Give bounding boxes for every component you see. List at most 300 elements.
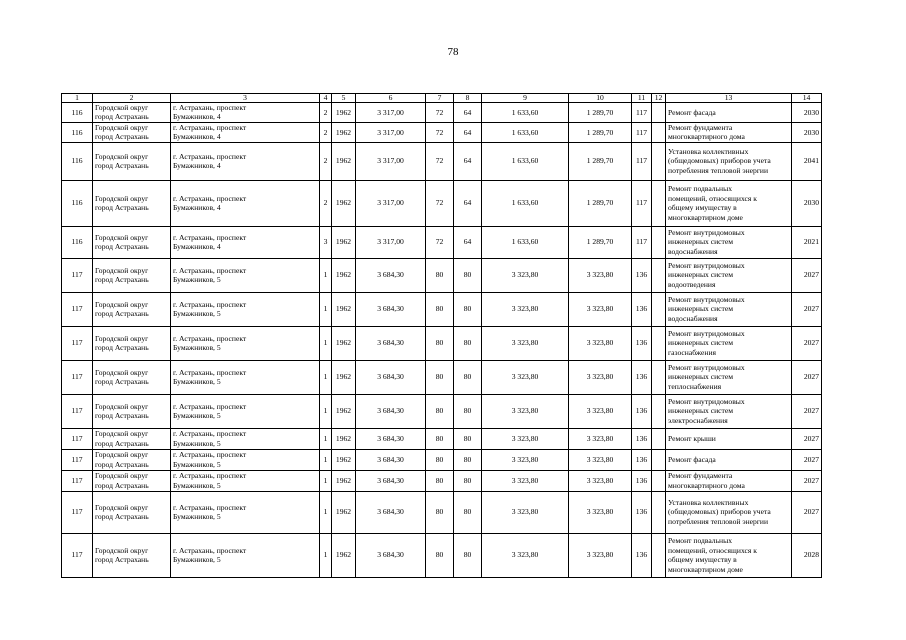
address-cell-line: Бумажников, 5 bbox=[173, 309, 221, 319]
municipality-cell-line: город Астрахань bbox=[95, 512, 149, 522]
repair-work-cell-line: инженерных систем bbox=[668, 406, 734, 416]
municipality-cell-line: Городской округ bbox=[95, 471, 149, 481]
address-cell-line: Бумажников, 4 bbox=[173, 112, 221, 122]
column-11-cell: 136 bbox=[632, 394, 652, 428]
address-cell bbox=[171, 428, 320, 449]
row-number: 117 bbox=[62, 360, 93, 394]
repair-work-cell bbox=[666, 258, 792, 292]
column-11-cell: 136 bbox=[632, 470, 652, 491]
municipality-cell-line: Городской округ bbox=[95, 232, 149, 242]
address-cell-line: г. Астрахань, проспект bbox=[173, 122, 247, 132]
page-number: 78 bbox=[447, 46, 459, 58]
year-built-cell: 1962 bbox=[332, 394, 356, 428]
municipality-cell bbox=[93, 180, 171, 226]
repair-work-cell-line: (общедомовых) приборов учета bbox=[668, 156, 771, 166]
capital-repair-table bbox=[61, 93, 822, 578]
column-number-6: 6 bbox=[356, 94, 426, 103]
address-cell-line: Бумажников, 5 bbox=[173, 512, 221, 522]
column-9-cell: 3 323,80 bbox=[482, 394, 569, 428]
address-cell-line: г. Астрахань, проспект bbox=[173, 401, 247, 411]
repair-work-cell bbox=[666, 103, 792, 123]
column-11-cell: 136 bbox=[632, 258, 652, 292]
column-11-cell: 136 bbox=[632, 449, 652, 470]
planned-year-cell: 2027 bbox=[792, 449, 822, 470]
address-cell bbox=[171, 360, 320, 394]
column-7-cell: 72 bbox=[426, 103, 454, 123]
floors-cell: 1 bbox=[320, 449, 332, 470]
column-12-cell bbox=[652, 326, 666, 360]
column-10-cell: 3 323,80 bbox=[569, 292, 632, 326]
repair-work-cell-line: инженерных систем bbox=[668, 237, 734, 247]
column-9-cell: 1 633,60 bbox=[482, 226, 569, 258]
table-row bbox=[62, 394, 822, 428]
column-8-cell: 80 bbox=[454, 326, 482, 360]
repair-work-cell-line: инженерных систем bbox=[668, 304, 734, 314]
column-7-cell: 72 bbox=[426, 180, 454, 226]
address-cell-line: Бумажников, 4 bbox=[173, 132, 221, 142]
repair-work-cell-line: (общедомовых) приборов учета bbox=[668, 507, 771, 517]
column-11-cell: 136 bbox=[632, 533, 652, 577]
column-number-3: 3 bbox=[171, 94, 320, 103]
total-area-cell: 3 317,00 bbox=[356, 122, 426, 142]
column-8-cell: 80 bbox=[454, 449, 482, 470]
floors-cell: 3 bbox=[320, 226, 332, 258]
address-cell-line: г. Астрахань, проспект bbox=[173, 429, 247, 439]
municipality-cell-line: город Астрахань bbox=[95, 343, 149, 353]
column-8-cell: 80 bbox=[454, 491, 482, 533]
address-cell bbox=[171, 491, 320, 533]
repair-work-cell-line: потребления тепловой энергии bbox=[668, 165, 769, 175]
column-9-cell: 1 633,60 bbox=[482, 122, 569, 142]
address-cell-line: Бумажников, 5 bbox=[173, 438, 221, 448]
municipality-cell bbox=[93, 122, 171, 142]
municipality-cell bbox=[93, 292, 171, 326]
column-12-cell bbox=[652, 226, 666, 258]
address-cell-line: г. Астрахань, проспект bbox=[173, 103, 247, 112]
floors-cell: 1 bbox=[320, 360, 332, 394]
repair-work-cell-line: инженерных систем bbox=[668, 270, 734, 280]
repair-work-cell-line: Ремонт подвальных bbox=[668, 536, 733, 546]
row-number: 116 bbox=[62, 226, 93, 258]
municipality-cell-line: город Астрахань bbox=[95, 161, 149, 171]
total-area-cell: 3 684,30 bbox=[356, 292, 426, 326]
column-12-cell bbox=[652, 360, 666, 394]
row-number: 117 bbox=[62, 449, 93, 470]
column-10-cell: 3 323,80 bbox=[569, 470, 632, 491]
municipality-cell-line: город Астрахань bbox=[95, 309, 149, 319]
repair-work-cell bbox=[666, 292, 792, 326]
table-row bbox=[62, 142, 822, 180]
planned-year-cell: 2028 bbox=[792, 533, 822, 577]
column-10-cell: 3 323,80 bbox=[569, 394, 632, 428]
repair-work-cell-line: Ремонт крыши bbox=[668, 433, 716, 443]
column-8-cell: 64 bbox=[454, 122, 482, 142]
repair-work-cell-line: многоквартирного дома bbox=[668, 132, 745, 142]
address-cell bbox=[171, 258, 320, 292]
municipality-cell bbox=[93, 533, 171, 577]
planned-year-cell: 2027 bbox=[792, 258, 822, 292]
repair-work-cell-line: Ремонт фасада bbox=[668, 454, 716, 464]
address-cell bbox=[171, 226, 320, 258]
repair-work-cell bbox=[666, 122, 792, 142]
column-12-cell bbox=[652, 180, 666, 226]
column-7-cell: 72 bbox=[426, 142, 454, 180]
column-10-cell: 3 323,80 bbox=[569, 428, 632, 449]
repair-work-cell-line: многоквартирном доме bbox=[668, 564, 743, 574]
column-12-cell bbox=[652, 449, 666, 470]
column-9-cell: 3 323,80 bbox=[482, 258, 569, 292]
address-cell-line: Бумажников, 5 bbox=[173, 377, 221, 387]
municipality-cell-line: Городской округ bbox=[95, 103, 149, 112]
column-8-cell: 80 bbox=[454, 470, 482, 491]
column-number-8: 8 bbox=[454, 94, 482, 103]
column-number-5: 5 bbox=[332, 94, 356, 103]
column-12-cell bbox=[652, 533, 666, 577]
address-cell-line: Бумажников, 5 bbox=[173, 459, 221, 469]
address-cell bbox=[171, 533, 320, 577]
column-9-cell: 3 323,80 bbox=[482, 491, 569, 533]
total-area-cell: 3 684,30 bbox=[356, 360, 426, 394]
total-area-cell: 3 684,30 bbox=[356, 491, 426, 533]
total-area-cell: 3 317,00 bbox=[356, 180, 426, 226]
column-12-cell bbox=[652, 292, 666, 326]
column-9-cell: 1 633,60 bbox=[482, 103, 569, 123]
address-cell bbox=[171, 449, 320, 470]
municipality-cell-line: Городской округ bbox=[95, 401, 149, 411]
repair-work-cell bbox=[666, 491, 792, 533]
column-number-12: 12 bbox=[652, 94, 666, 103]
table-row bbox=[62, 122, 822, 142]
address-cell-line: г. Астрахань, проспект bbox=[173, 265, 247, 275]
address-cell-line: Бумажников, 5 bbox=[173, 343, 221, 353]
total-area-cell: 3 317,00 bbox=[356, 103, 426, 123]
column-9-cell: 1 633,60 bbox=[482, 142, 569, 180]
repair-work-cell-line: Ремонт внутридомовых bbox=[668, 363, 745, 373]
address-cell-line: Бумажников, 4 bbox=[173, 161, 221, 171]
table-row bbox=[62, 326, 822, 360]
repair-work-cell-line: Ремонт внутридомовых bbox=[668, 261, 745, 271]
floors-cell: 1 bbox=[320, 326, 332, 360]
address-cell-line: г. Астрахань, проспект bbox=[173, 471, 247, 481]
year-built-cell: 1962 bbox=[332, 103, 356, 123]
column-8-cell: 64 bbox=[454, 142, 482, 180]
column-9-cell: 3 323,80 bbox=[482, 326, 569, 360]
row-number: 117 bbox=[62, 258, 93, 292]
planned-year-cell: 2030 bbox=[792, 180, 822, 226]
year-built-cell: 1962 bbox=[332, 470, 356, 491]
column-8-cell: 64 bbox=[454, 180, 482, 226]
year-built-cell: 1962 bbox=[332, 449, 356, 470]
municipality-cell-line: город Астрахань bbox=[95, 438, 149, 448]
column-9-cell: 3 323,80 bbox=[482, 449, 569, 470]
column-number-1: 1 bbox=[62, 94, 93, 103]
column-number-14: 14 bbox=[792, 94, 822, 103]
year-built-cell: 1962 bbox=[332, 491, 356, 533]
column-11-cell: 117 bbox=[632, 180, 652, 226]
repair-work-cell-line: водоснабжения bbox=[668, 246, 718, 256]
repair-work-cell-line: общему имуществу в bbox=[668, 555, 737, 565]
column-10-cell: 1 289,70 bbox=[569, 103, 632, 123]
row-number: 117 bbox=[62, 326, 93, 360]
municipality-cell bbox=[93, 449, 171, 470]
municipality-cell bbox=[93, 258, 171, 292]
repair-work-cell-line: Ремонт внутридомовых bbox=[668, 397, 745, 407]
column-9-cell: 3 323,80 bbox=[482, 428, 569, 449]
column-12-cell bbox=[652, 394, 666, 428]
address-cell-line: г. Астрахань, проспект bbox=[173, 232, 247, 242]
address-cell-line: Бумажников, 4 bbox=[173, 203, 221, 213]
municipality-cell bbox=[93, 360, 171, 394]
total-area-cell: 3 684,30 bbox=[356, 449, 426, 470]
address-cell-line: Бумажников, 5 bbox=[173, 555, 221, 565]
table-body bbox=[62, 94, 822, 578]
floors-cell: 2 bbox=[320, 180, 332, 226]
repair-work-cell bbox=[666, 326, 792, 360]
table-row bbox=[62, 533, 822, 577]
municipality-cell bbox=[93, 103, 171, 123]
column-7-cell: 72 bbox=[426, 122, 454, 142]
repair-work-cell-line: Установка коллективных bbox=[668, 498, 749, 508]
year-built-cell: 1962 bbox=[332, 360, 356, 394]
address-cell-line: Бумажников, 5 bbox=[173, 411, 221, 421]
table-row bbox=[62, 449, 822, 470]
planned-year-cell: 2027 bbox=[792, 360, 822, 394]
repair-work-cell-line: Ремонт фасада bbox=[668, 107, 716, 117]
address-cell bbox=[171, 394, 320, 428]
address-cell bbox=[171, 122, 320, 142]
address-cell-line: г. Астрахань, проспект bbox=[173, 333, 247, 343]
address-cell-line: г. Астрахань, проспект bbox=[173, 545, 247, 555]
column-10-cell: 3 323,80 bbox=[569, 326, 632, 360]
floors-cell: 2 bbox=[320, 122, 332, 142]
repair-work-cell bbox=[666, 533, 792, 577]
planned-year-cell: 2027 bbox=[792, 292, 822, 326]
row-number: 117 bbox=[62, 394, 93, 428]
repair-work-cell bbox=[666, 428, 792, 449]
row-number: 116 bbox=[62, 122, 93, 142]
municipality-cell-line: город Астрахань bbox=[95, 377, 149, 387]
column-11-cell: 117 bbox=[632, 103, 652, 123]
column-7-cell: 80 bbox=[426, 533, 454, 577]
column-11-cell: 136 bbox=[632, 292, 652, 326]
repair-work-cell-line: Ремонт фундамента bbox=[668, 122, 733, 132]
column-12-cell bbox=[652, 103, 666, 123]
table-row bbox=[62, 258, 822, 292]
planned-year-cell: 2027 bbox=[792, 394, 822, 428]
column-8-cell: 80 bbox=[454, 258, 482, 292]
column-11-cell: 136 bbox=[632, 326, 652, 360]
planned-year-cell: 2041 bbox=[792, 142, 822, 180]
repair-work-cell-line: Ремонт внутридомовых bbox=[668, 329, 745, 339]
column-8-cell: 80 bbox=[454, 533, 482, 577]
total-area-cell: 3 684,30 bbox=[356, 258, 426, 292]
repair-work-cell-line: инженерных систем bbox=[668, 338, 734, 348]
column-12-cell bbox=[652, 491, 666, 533]
column-number-9: 9 bbox=[482, 94, 569, 103]
column-10-cell: 1 289,70 bbox=[569, 226, 632, 258]
planned-year-cell: 2027 bbox=[792, 491, 822, 533]
address-cell-line: Бумажников, 5 bbox=[173, 480, 221, 490]
row-number: 117 bbox=[62, 470, 93, 491]
municipality-cell bbox=[93, 326, 171, 360]
column-8-cell: 80 bbox=[454, 428, 482, 449]
repair-work-cell-line: газоснабжения bbox=[668, 347, 717, 357]
year-built-cell: 1962 bbox=[332, 226, 356, 258]
column-9-cell: 3 323,80 bbox=[482, 470, 569, 491]
column-12-cell bbox=[652, 470, 666, 491]
table-row bbox=[62, 428, 822, 449]
column-number-11: 11 bbox=[632, 94, 652, 103]
column-number-2: 2 bbox=[93, 94, 171, 103]
column-number-10: 10 bbox=[569, 94, 632, 103]
column-8-cell: 80 bbox=[454, 292, 482, 326]
column-9-cell: 3 323,80 bbox=[482, 360, 569, 394]
column-10-cell: 3 323,80 bbox=[569, 449, 632, 470]
municipality-cell-line: Городской округ bbox=[95, 299, 149, 309]
row-number: 116 bbox=[62, 180, 93, 226]
municipality-cell bbox=[93, 470, 171, 491]
repair-work-cell-line: водоснабжения bbox=[668, 313, 718, 323]
municipality-cell-line: Городской округ bbox=[95, 265, 149, 275]
row-number: 116 bbox=[62, 142, 93, 180]
repair-work-cell-line: инженерных систем bbox=[668, 372, 734, 382]
table-row bbox=[62, 470, 822, 491]
floors-cell: 1 bbox=[320, 292, 332, 326]
address-cell bbox=[171, 292, 320, 326]
municipality-cell-line: Городской округ bbox=[95, 193, 149, 203]
column-7-cell: 80 bbox=[426, 360, 454, 394]
column-10-cell: 3 323,80 bbox=[569, 491, 632, 533]
municipality-cell bbox=[93, 491, 171, 533]
table-row bbox=[62, 103, 822, 123]
municipality-cell-line: город Астрахань bbox=[95, 555, 149, 565]
repair-work-cell-line: многоквартирного дома bbox=[668, 480, 745, 490]
floors-cell: 1 bbox=[320, 394, 332, 428]
total-area-cell: 3 684,30 bbox=[356, 394, 426, 428]
planned-year-cell: 2021 bbox=[792, 226, 822, 258]
column-number-7: 7 bbox=[426, 94, 454, 103]
column-12-cell bbox=[652, 122, 666, 142]
column-9-cell: 3 323,80 bbox=[482, 292, 569, 326]
repair-work-cell-line: Ремонт внутридомовых bbox=[668, 228, 745, 238]
floors-cell: 1 bbox=[320, 470, 332, 491]
column-11-cell: 136 bbox=[632, 428, 652, 449]
municipality-cell bbox=[93, 226, 171, 258]
table-row bbox=[62, 226, 822, 258]
row-number: 116 bbox=[62, 103, 93, 123]
column-10-cell: 3 323,80 bbox=[569, 360, 632, 394]
municipality-cell-line: Городской округ bbox=[95, 151, 149, 161]
total-area-cell: 3 317,00 bbox=[356, 142, 426, 180]
repair-work-cell bbox=[666, 142, 792, 180]
address-cell bbox=[171, 470, 320, 491]
column-10-cell: 3 323,80 bbox=[569, 258, 632, 292]
municipality-cell-line: город Астрахань bbox=[95, 112, 149, 122]
address-cell-line: г. Астрахань, проспект bbox=[173, 502, 247, 512]
column-7-cell: 80 bbox=[426, 258, 454, 292]
address-cell-line: г. Астрахань, проспект bbox=[173, 151, 247, 161]
column-9-cell: 1 633,60 bbox=[482, 180, 569, 226]
repair-work-cell-line: Установка коллективных bbox=[668, 147, 749, 157]
total-area-cell: 3 684,30 bbox=[356, 533, 426, 577]
repair-work-cell-line: электроснабжения bbox=[668, 415, 728, 425]
municipality-cell-line: Городской округ bbox=[95, 333, 149, 343]
repair-work-cell bbox=[666, 394, 792, 428]
repair-work-cell-line: многоквартирном доме bbox=[668, 212, 743, 222]
column-12-cell bbox=[652, 142, 666, 180]
planned-year-cell: 2030 bbox=[792, 122, 822, 142]
address-cell-line: Бумажников, 4 bbox=[173, 242, 221, 252]
table-row bbox=[62, 180, 822, 226]
column-12-cell bbox=[652, 428, 666, 449]
repair-work-cell-line: Ремонт внутридомовых bbox=[668, 295, 745, 305]
year-built-cell: 1962 bbox=[332, 122, 356, 142]
column-8-cell: 64 bbox=[454, 226, 482, 258]
column-7-cell: 80 bbox=[426, 491, 454, 533]
municipality-cell-line: Городской округ bbox=[95, 502, 149, 512]
floors-cell: 2 bbox=[320, 103, 332, 123]
municipality-cell-line: город Астрахань bbox=[95, 480, 149, 490]
repair-work-cell-line: помещений, относящихся к bbox=[668, 545, 757, 555]
total-area-cell: 3 684,30 bbox=[356, 428, 426, 449]
address-cell bbox=[171, 326, 320, 360]
repair-work-cell bbox=[666, 449, 792, 470]
column-9-cell: 3 323,80 bbox=[482, 533, 569, 577]
year-built-cell: 1962 bbox=[332, 326, 356, 360]
column-7-cell: 80 bbox=[426, 449, 454, 470]
floors-cell: 1 bbox=[320, 258, 332, 292]
column-7-cell: 80 bbox=[426, 326, 454, 360]
municipality-cell bbox=[93, 142, 171, 180]
year-built-cell: 1962 bbox=[332, 180, 356, 226]
address-cell-line: Бумажников, 5 bbox=[173, 275, 221, 285]
table-row bbox=[62, 360, 822, 394]
column-10-cell: 1 289,70 bbox=[569, 180, 632, 226]
column-number-row bbox=[62, 94, 822, 103]
municipality-cell-line: Городской округ bbox=[95, 122, 149, 132]
column-11-cell: 117 bbox=[632, 142, 652, 180]
repair-work-cell-line: Ремонт фундамента bbox=[668, 471, 733, 481]
municipality-cell-line: город Астрахань bbox=[95, 411, 149, 421]
planned-year-cell: 2027 bbox=[792, 326, 822, 360]
repair-work-cell-line: водоотведения bbox=[668, 279, 716, 289]
column-12-cell bbox=[652, 258, 666, 292]
column-number-4: 4 bbox=[320, 94, 332, 103]
municipality-cell-line: город Астрахань bbox=[95, 275, 149, 285]
address-cell-line: г. Астрахань, проспект bbox=[173, 193, 247, 203]
year-built-cell: 1962 bbox=[332, 142, 356, 180]
column-8-cell: 64 bbox=[454, 103, 482, 123]
row-number: 117 bbox=[62, 533, 93, 577]
year-built-cell: 1962 bbox=[332, 258, 356, 292]
repair-work-cell-line: помещений, относящихся к bbox=[668, 193, 757, 203]
repair-work-cell-line: теплоснабжения bbox=[668, 381, 722, 391]
column-7-cell: 80 bbox=[426, 470, 454, 491]
planned-year-cell: 2027 bbox=[792, 470, 822, 491]
repair-work-cell bbox=[666, 470, 792, 491]
municipality-cell-line: город Астрахань bbox=[95, 203, 149, 213]
row-number: 117 bbox=[62, 428, 93, 449]
column-11-cell: 136 bbox=[632, 360, 652, 394]
repair-work-cell bbox=[666, 360, 792, 394]
column-10-cell: 1 289,70 bbox=[569, 122, 632, 142]
repair-work-cell bbox=[666, 180, 792, 226]
year-built-cell: 1962 bbox=[332, 428, 356, 449]
column-7-cell: 80 bbox=[426, 292, 454, 326]
row-number: 117 bbox=[62, 491, 93, 533]
repair-work-cell bbox=[666, 226, 792, 258]
table-row bbox=[62, 292, 822, 326]
